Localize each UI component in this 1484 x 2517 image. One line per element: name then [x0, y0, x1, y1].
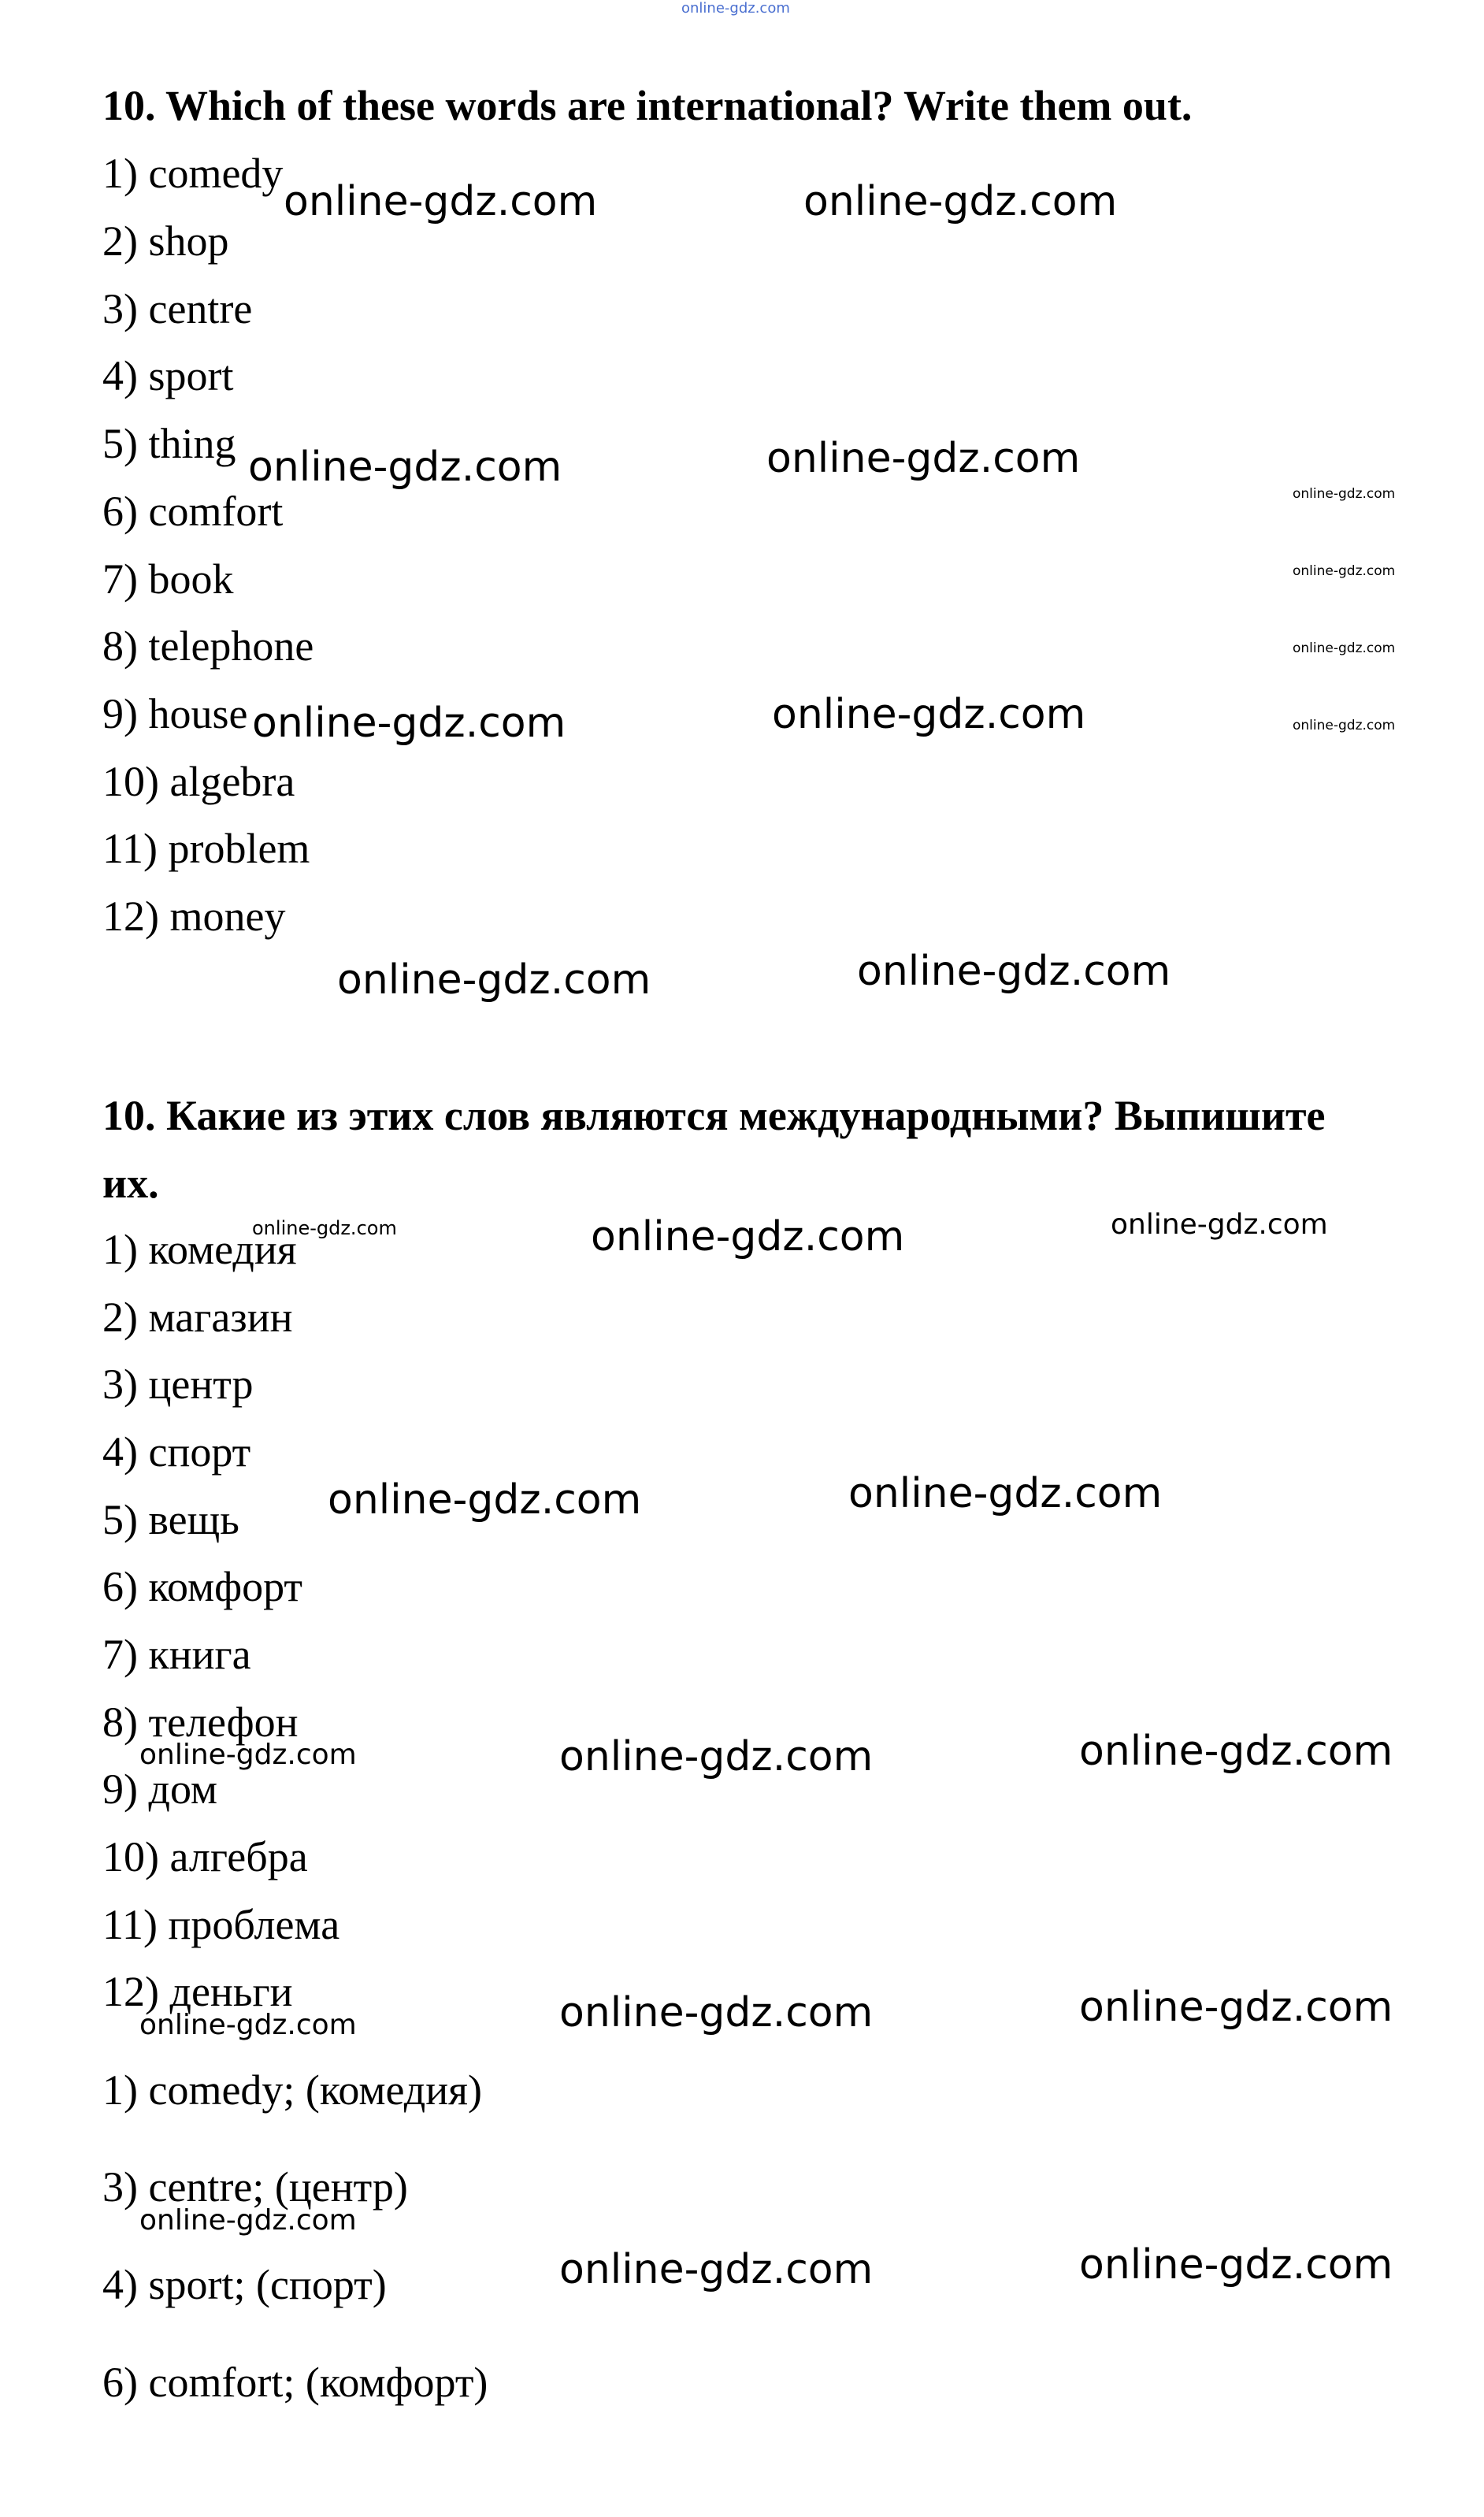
- watermark: online-gdz.com: [559, 1989, 874, 2036]
- watermark: online-gdz.com: [559, 2246, 874, 2293]
- watermark: online-gdz.com: [857, 948, 1171, 995]
- list-item: 4) спорт: [102, 1428, 251, 1476]
- watermark: online-gdz.com: [1293, 563, 1396, 579]
- watermark: online-gdz.com: [772, 691, 1086, 738]
- list-item: 8) telephone: [102, 622, 314, 670]
- watermark: online-gdz.com: [1293, 640, 1396, 656]
- watermark: online-gdz.com: [248, 444, 562, 491]
- list-item: 1) комедия: [102, 1226, 297, 1273]
- watermark: online-gdz.com: [766, 435, 1081, 482]
- exercise-heading-ru: 10. Какие из этих слов являются международными? Выпишите: [102, 1092, 1326, 1139]
- watermark: online-gdz.com: [803, 178, 1118, 225]
- list-item: 11) проблема: [102, 1901, 340, 1948]
- list-item: 11) problem: [102, 825, 310, 872]
- list-item: 12) деньги: [102, 1968, 293, 2015]
- watermark: online-gdz.com: [591, 1213, 905, 1260]
- answer-line: 6) comfort; (комфорт): [102, 2359, 488, 2406]
- list-item: 7) книга: [102, 1631, 251, 1678]
- list-item: 3) centre: [102, 285, 253, 332]
- list-item: 5) вещь: [102, 1496, 239, 1543]
- watermark: online-gdz.com: [1293, 718, 1396, 733]
- list-item: 3) центр: [102, 1361, 254, 1408]
- watermark: online-gdz.com: [1079, 2241, 1393, 2289]
- list-item: 6) comfort: [102, 488, 284, 535]
- list-item: 2) shop: [102, 217, 229, 265]
- watermark: online-gdz.com: [139, 2009, 357, 2041]
- watermark: online-gdz.com: [252, 1217, 397, 1239]
- list-item: 9) дом: [102, 1765, 218, 1813]
- list-item: 8) телефон: [102, 1698, 299, 1746]
- watermark: online-gdz.com: [559, 1733, 874, 1780]
- list-item: 10) алгебра: [102, 1833, 308, 1880]
- list-item: 4) sport: [102, 352, 234, 399]
- watermark: online-gdz.com: [1111, 1208, 1328, 1241]
- watermark: online-gdz.com: [139, 1739, 357, 1771]
- exercise-heading-ru-cont: их.: [102, 1160, 159, 1207]
- list-item: 12) money: [102, 893, 286, 940]
- answer-line: 3) centre; (центр): [102, 2163, 408, 2211]
- list-item: 10) algebra: [102, 758, 295, 805]
- top-watermark: online-gdz.com: [681, 0, 790, 17]
- answer-line: 4) sport; (спорт): [102, 2261, 387, 2308]
- watermark: online-gdz.com: [328, 1476, 642, 1524]
- list-item: 6) комфорт: [102, 1563, 302, 1610]
- watermark: online-gdz.com: [848, 1470, 1163, 1517]
- watermark: online-gdz.com: [252, 700, 566, 747]
- list-item: 7) book: [102, 555, 234, 603]
- watermark: online-gdz.com: [139, 2204, 357, 2237]
- watermark: online-gdz.com: [1079, 1728, 1393, 1775]
- watermark: online-gdz.com: [337, 956, 651, 1004]
- answer-line: 1) comedy; (комедия): [102, 2066, 482, 2114]
- list-item: 1) comedy: [102, 150, 284, 197]
- watermark: online-gdz.com: [1293, 486, 1396, 502]
- list-item: 5) thing: [102, 420, 236, 467]
- list-item: 2) магазин: [102, 1294, 293, 1341]
- list-item: 9) house: [102, 690, 248, 737]
- exercise-heading-en: 10. Which of these words are international? Write them out.: [102, 82, 1193, 129]
- watermark: online-gdz.com: [284, 178, 598, 225]
- watermark: online-gdz.com: [1079, 1984, 1393, 2031]
